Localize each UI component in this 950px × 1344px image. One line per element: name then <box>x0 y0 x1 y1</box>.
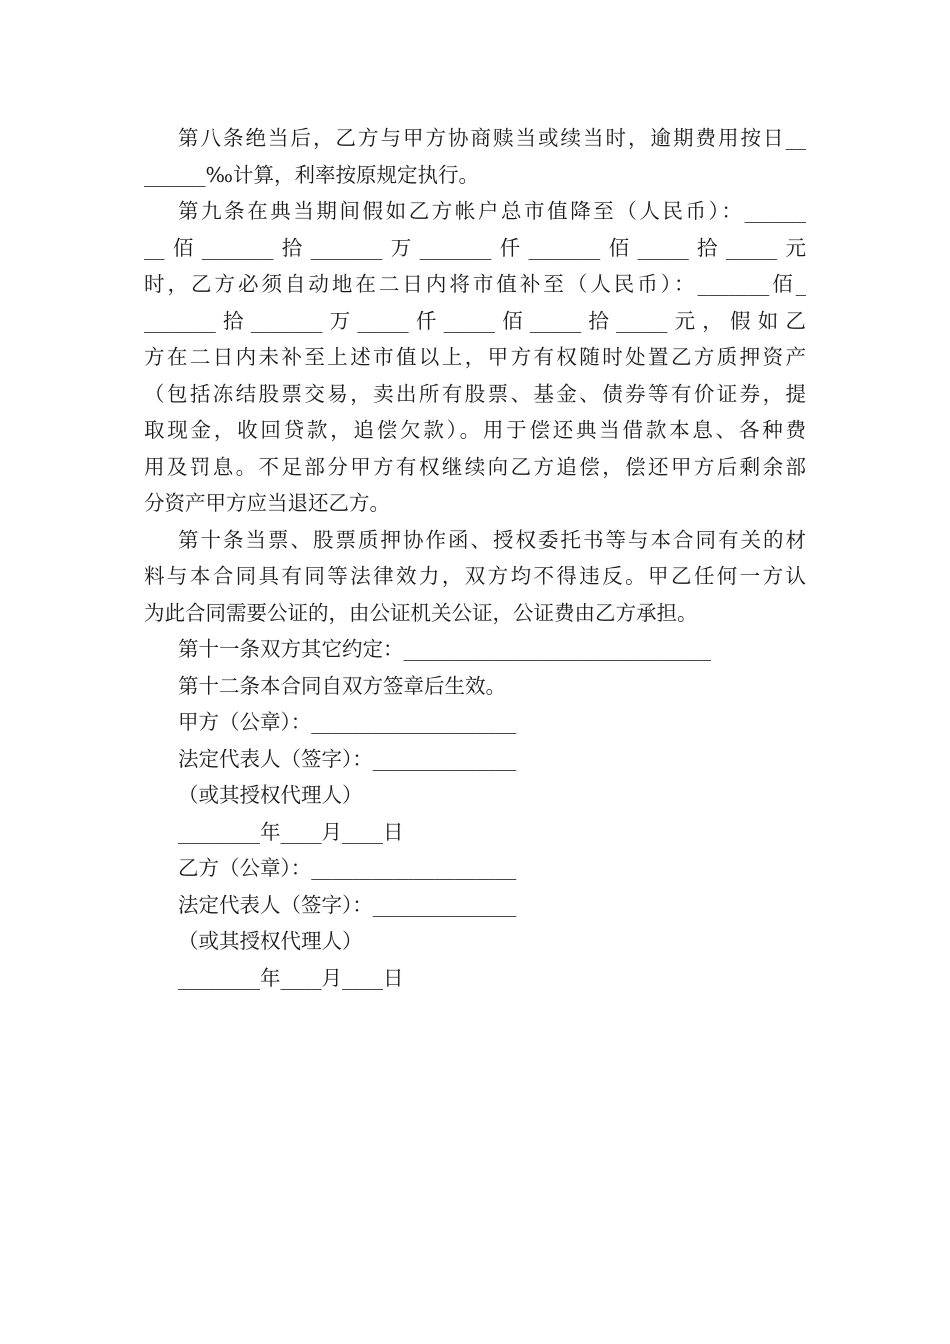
text-line: 第九条在典当期间假如乙方帐户总市值降至（人民币）：______ <box>178 199 806 223</box>
contract-text-body <box>144 120 806 996</box>
text-line: 法定代表人（签字）：______________ <box>178 892 517 917</box>
text-line: ________年____月____日 <box>178 819 404 844</box>
text-line: 料与本合同具有同等法律效力，双方均不得违反。甲乙任何一方认 <box>144 564 806 588</box>
text-line: _______拾_______万_____仟_____佰_____拾_____元，假如乙 <box>144 308 806 333</box>
text-line: 时，乙方必须自动地在二日内将市值补至（人民币）：_______佰_ <box>144 272 806 296</box>
text-line: 第十一条双方其它约定：______________________________ <box>178 637 711 661</box>
text-line: 第十二条本合同自双方签章后生效。 <box>178 673 506 698</box>
text-line: 为此合同需要公证的，由公证机关公证，公证费由乙方承担。 <box>144 600 698 625</box>
text-line: （或其授权代理人） <box>178 783 363 807</box>
text-line: （包括冻结股票交易，卖出所有股票、基金、债券等有价证券，提 <box>144 381 806 406</box>
text-line: ______‰计算，利率按原规定执行。 <box>144 162 480 187</box>
text-line: 法定代表人（签字）：______________ <box>178 746 517 771</box>
text-line: ________年____月____日 <box>178 965 404 990</box>
text-line: __佰_______拾_______万_______仟_______佰_____拾_____元 <box>144 235 806 260</box>
text-line: 甲方（公章）：____________________ <box>178 710 517 734</box>
text-line: 乙方（公章）：____________________ <box>178 856 517 880</box>
text-line: 方在二日内未补至上述市值以上，甲方有权随时处置乙方质押资产 <box>144 345 806 369</box>
text-line: 第八条绝当后，乙方与甲方协商赎当或续当时，逾期费用按日__ <box>178 126 806 150</box>
text-line: 用及罚息。不足部分甲方有权继续向乙方追偿，偿还甲方后剩余部 <box>144 454 806 479</box>
text-line: 取现金，收回贷款，追偿欠款）。用于偿还典当借款本息、各种费 <box>144 418 806 442</box>
text-line: 分资产甲方应当退还乙方。 <box>144 491 390 515</box>
text-line: 第十条当票、股票质押协作函、授权委托书等与本合同有关的材 <box>178 527 806 552</box>
text-line: （或其授权代理人） <box>178 929 363 953</box>
